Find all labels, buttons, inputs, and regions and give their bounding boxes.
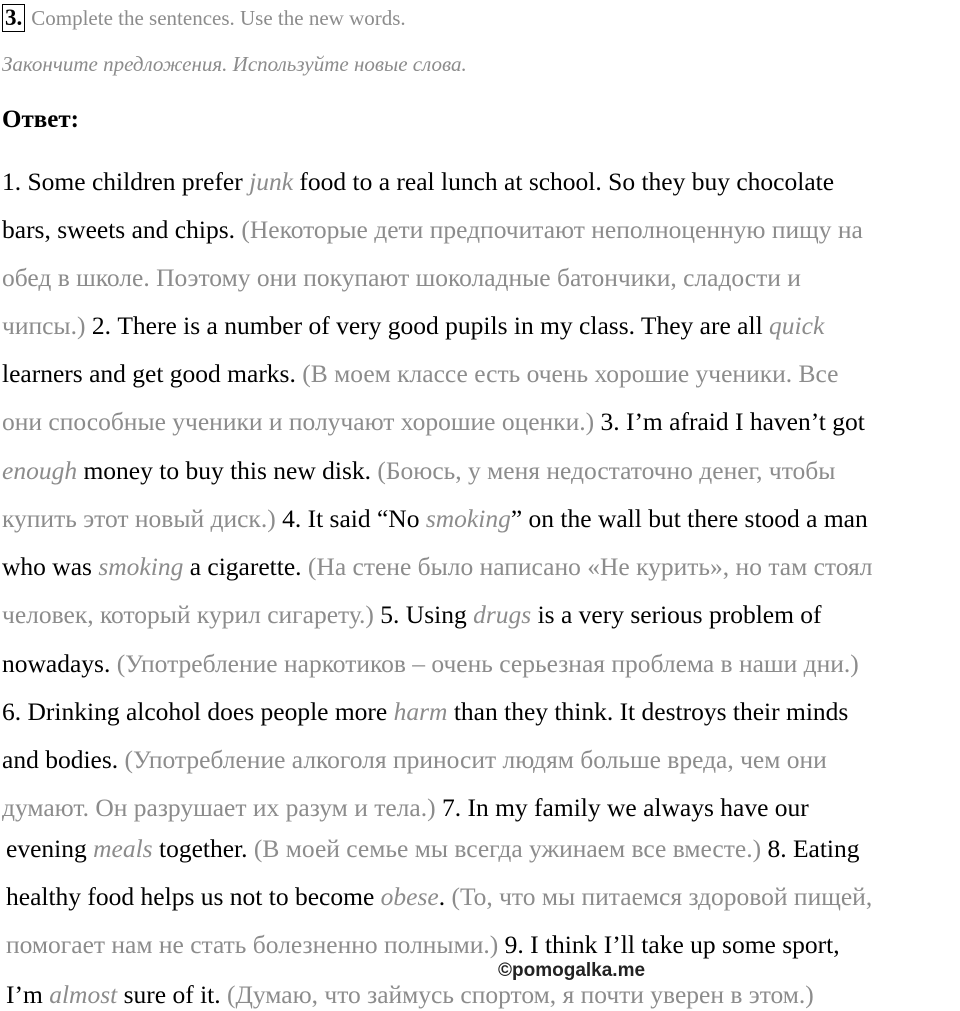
translation-text: (То, что мы питаемся здоровой пищей, [451, 882, 873, 911]
keyword: smoking [425, 504, 511, 533]
sentence-text: bars, sweets and chips. [2, 215, 242, 244]
answer-line [2, 407, 865, 437]
translation-text: помогает нам не стать болезненно полными.) [6, 930, 499, 959]
keyword: meals [93, 834, 153, 863]
translation-text: (В моем классе есть очень хорошие ученики. Все [302, 359, 839, 388]
sentence-text: 7. In my family we always have our [435, 793, 809, 822]
translation-text: (В моей семье мы всегда ужинаем все вместе.) [253, 834, 762, 863]
keyword: almost [49, 980, 118, 1009]
sentence-text: healthy food helps us not to become [6, 882, 381, 911]
translation-text: купить этот новый диск.) [2, 504, 276, 533]
answer-line [6, 930, 840, 960]
answer-line [2, 649, 859, 679]
sentence-text: 3. I’m afraid I haven’t got [594, 407, 865, 436]
answer-line [6, 980, 814, 1010]
answer-line [2, 745, 827, 775]
keyword: quick [769, 311, 825, 340]
sentence-text: 6. Drinking alcohol does people more [2, 697, 394, 726]
task-instruction: Complete the sentences. Use the new words. [31, 5, 406, 30]
sentence-text: 8. Eating [761, 834, 860, 863]
answer-line [6, 834, 860, 864]
answer-line [2, 793, 809, 823]
keyword: smoking [98, 552, 184, 581]
sentence-text: learners and get good marks. [2, 359, 303, 388]
sentence-text: ” on the wall but there stood a man [510, 504, 868, 533]
sentence-text: 5. Using [373, 600, 474, 629]
sentence-text: nowadays. [2, 649, 117, 678]
sentence-text: evening [6, 834, 94, 863]
answer-line [2, 456, 835, 486]
sentence-text: I’m [6, 980, 50, 1009]
translation-text: (Употребление наркотиков – очень серьезная проблема в наши дни.) [116, 649, 859, 678]
sentence-text: a cigarette. [183, 552, 308, 581]
answer-line [2, 215, 863, 245]
answer-line [2, 600, 822, 630]
answer-line [6, 882, 872, 912]
answer-label: Ответ: [2, 106, 79, 133]
keyword: obese [380, 882, 439, 911]
translation-text: человек, который курил сигарету.) [2, 600, 374, 629]
answer-line [2, 504, 868, 534]
sentence-text: 1. Some children prefer [2, 167, 250, 196]
sentence-text: . [438, 882, 452, 911]
answer-line [2, 263, 801, 293]
sentence-text: 2. There is a number of very good pupils in my class. They are all [85, 311, 770, 340]
translation-text: чипсы.) [2, 311, 86, 340]
sentence-text: together. [152, 834, 254, 863]
task-instruction-translation: Закончите предложения. Используйте новые слова. [2, 52, 467, 76]
watermark: ©pomogalka.me [498, 960, 646, 981]
translation-text: (На стене было написано «Не курить», но там стоял [307, 552, 873, 581]
sentence-text: is a very serious problem of [531, 600, 822, 629]
translation-text: (Некоторые дети предпочитают неполноценную пищу на [241, 215, 863, 244]
translation-text: думают. Он разрушает их разум и тела.) [2, 793, 436, 822]
answer-line [2, 167, 834, 197]
sentence-text: 4. It said “No [275, 504, 426, 533]
translation-text: они способные ученики и получают хорошие оценки.) [2, 407, 595, 436]
answer-line [2, 697, 848, 727]
answer-line [2, 552, 872, 582]
sentence-text: money to buy this new disk. [77, 456, 378, 485]
keyword: harm [393, 697, 448, 726]
translation-text: (Думаю, что займусь спортом, я почти уверен в этом.) [227, 980, 814, 1009]
keyword: junk [249, 167, 294, 196]
sentence-text: 9. I think I’ll take up some sport, [498, 930, 840, 959]
translation-text: обед в школе. Поэтому они покупают шоколадные батончики, сладости и [2, 263, 801, 292]
answer-line [2, 359, 838, 389]
sentence-text: who was [2, 552, 99, 581]
sentence-text: and bodies. [2, 745, 125, 774]
translation-text: (Боюсь, у меня недостаточно денег, чтобы [377, 456, 836, 485]
sentence-text: than they think. It destroys their minds [447, 697, 849, 726]
keyword: drugs [473, 600, 532, 629]
sentence-text: sure of it. [117, 980, 227, 1009]
answer-line [2, 311, 824, 341]
task-header [2, 4, 406, 32]
translation-text: (Употребление алкоголя приносит людям больше вреда, чем они [124, 745, 827, 774]
keyword: enough [2, 456, 78, 485]
sentence-text: food to a real lunch at school. So they buy chocolate [293, 167, 835, 196]
task-number: 3. [2, 4, 25, 32]
